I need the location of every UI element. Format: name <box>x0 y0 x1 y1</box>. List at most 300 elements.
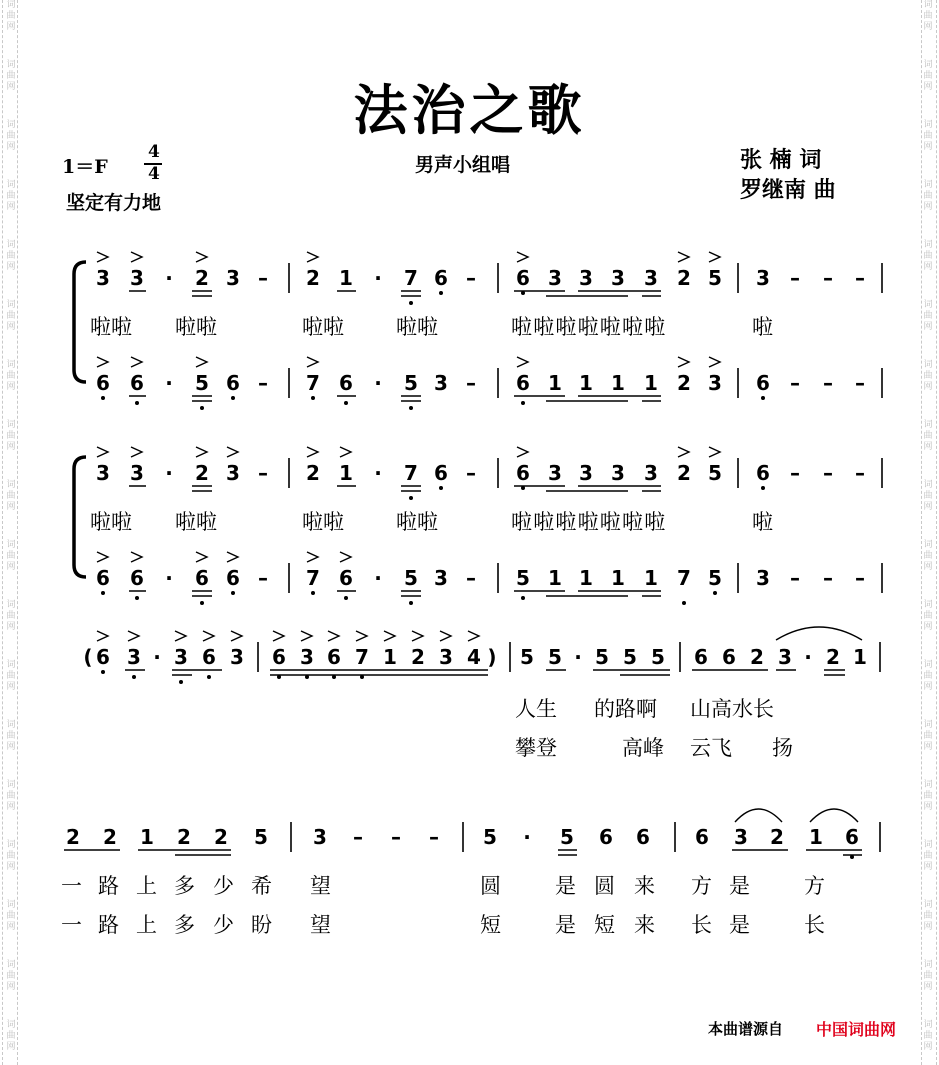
lyric-sys2-b: 啦啦 <box>175 510 217 534</box>
sys2-lower-note: 1 <box>611 566 625 590</box>
sys1-upper-note: · <box>374 266 382 290</box>
sys1-upper-note: 3 <box>96 266 110 290</box>
sys1-lower-low-dot <box>409 406 413 410</box>
sys2-upper-low-dot <box>409 496 413 500</box>
line3-note: 5 <box>548 645 562 669</box>
sys1-upper-note: 3 <box>579 266 593 290</box>
watermark-glyph: 词 曲 网 <box>6 1020 16 1052</box>
sys2-upper-note: 2 <box>306 461 320 485</box>
time-signature-bottom: 4 <box>148 164 160 184</box>
line3-note: 5 <box>595 645 609 669</box>
sys2-lower-accent <box>227 552 238 562</box>
sys2-lower-accent <box>196 552 207 562</box>
sys2-lower-low-dot <box>135 596 139 600</box>
lyric-line4-verse2-char: 短 <box>594 913 615 937</box>
key-signature: 1＝F <box>62 156 108 178</box>
watermark-glyph: 词 曲 网 <box>6 120 16 152</box>
sys2-lower-note: 5 <box>404 566 418 590</box>
sys1-upper-note: 1 <box>339 266 353 290</box>
sys2-upper-accent <box>97 447 108 457</box>
line4-note: 6 <box>845 825 859 849</box>
sys2-upper-note: 3 <box>611 461 625 485</box>
line3-close-paren: ) <box>487 645 497 669</box>
sys1-lower-accent <box>678 357 689 367</box>
lyric-sys2-d: 啦啦 <box>396 510 438 534</box>
line3-note: 6 <box>272 645 286 669</box>
sys2-lower-note: – <box>466 566 476 590</box>
lyric-line4-verse2-char: 少 <box>213 913 234 937</box>
line3-accent <box>356 631 367 641</box>
line4-slur <box>810 809 858 822</box>
sys1-lower-note: 6 <box>516 371 530 395</box>
lyric-line4-verse2-char: 上 <box>136 913 157 937</box>
sys1-upper-note: – <box>258 266 268 290</box>
lyric-sys1-a: 啦啦 <box>90 315 132 339</box>
line3-note: 5 <box>651 645 665 669</box>
line3-accent <box>273 631 284 641</box>
sys2-lower-low-dot <box>344 596 348 600</box>
line3-note: 2 <box>411 645 425 669</box>
sys2-upper-note: 7 <box>404 461 418 485</box>
sys1-lower-low-dot <box>521 401 525 405</box>
watermark-glyph: 词 曲 网 <box>6 720 16 752</box>
lyric-line4-verse2-char: 望 <box>310 913 331 937</box>
lyric-line4-verse2-char: 路 <box>98 913 119 937</box>
lyric-line4-verse2-char: 一 <box>61 913 82 937</box>
sys1-lower-accent <box>196 357 207 367</box>
line4-slur <box>735 809 782 822</box>
sys1-upper-note: · <box>165 266 173 290</box>
lyric-l3-v2-c: 云飞 <box>690 736 732 760</box>
watermark-glyph: 词 曲 网 <box>6 480 16 512</box>
sys2-upper-note: 6 <box>516 461 530 485</box>
line3-accent <box>301 631 312 641</box>
sys1-lower-low-dot <box>761 396 765 400</box>
sys2-lower-note: 6 <box>130 566 144 590</box>
line3-note: · <box>574 645 582 669</box>
line3-low-dot <box>207 675 211 679</box>
sys2-lower-note: – <box>823 566 833 590</box>
sys1-upper-note: 6 <box>516 266 530 290</box>
watermark-glyph: 词 曲 网 <box>6 960 16 992</box>
line4-note: 5 <box>560 825 574 849</box>
lyric-line4-verse1-char: 上 <box>136 874 157 898</box>
sys1-upper-note: – <box>790 266 800 290</box>
lyric-sys2-a: 啦啦 <box>90 510 132 534</box>
watermark-glyph: 词 曲 网 <box>6 600 16 632</box>
lyric-line4-verse2-char: 是 <box>729 913 750 937</box>
sys1-upper-note: 3 <box>226 266 240 290</box>
sys1-upper-note: 3 <box>130 266 144 290</box>
line3-accent <box>231 631 242 641</box>
line3-note: 2 <box>826 645 840 669</box>
line3-note: 3 <box>174 645 188 669</box>
sys2-lower-note: 5 <box>516 566 530 590</box>
sys2-lower-note: 7 <box>677 566 691 590</box>
sys1-upper-note: 2 <box>195 266 209 290</box>
sys2-lower-note: 1 <box>579 566 593 590</box>
line4-note: – <box>353 825 363 849</box>
sys2-upper-note: 3 <box>226 461 240 485</box>
line3-low-dot <box>132 675 136 679</box>
sys1-lower-note: – <box>823 371 833 395</box>
sys2-upper-note: – <box>823 461 833 485</box>
watermark-glyph: 词 曲 网 <box>923 480 933 512</box>
lyric-l3-v1-c: 山高水长 <box>690 697 774 721</box>
sys2-lower-accent <box>340 552 351 562</box>
lyric-line4-verse1-char: 多 <box>174 874 195 898</box>
sys2-upper-note: 3 <box>579 461 593 485</box>
sys2-lower-note: 6 <box>96 566 110 590</box>
sys2-upper-note: – <box>855 461 865 485</box>
line3-accent <box>412 631 423 641</box>
watermark-glyph: 词 曲 网 <box>6 840 16 872</box>
line3-open-paren: ( <box>83 645 93 669</box>
sys1-upper-note: – <box>823 266 833 290</box>
sys1-upper-low-dot <box>439 291 443 295</box>
sys2-upper-note: – <box>258 461 268 485</box>
sys2-upper-note: 1 <box>339 461 353 485</box>
lyricist-credit: 张 楠 词 <box>740 147 822 173</box>
line3-low-dot <box>179 680 183 684</box>
lyric-line4-verse1-char: 一 <box>61 874 82 898</box>
lyric-line4-verse2-char: 来 <box>634 913 655 937</box>
sys2-lower-note: · <box>374 566 382 590</box>
sys1-lower-note: 6 <box>130 371 144 395</box>
watermark-glyph: 词 曲 网 <box>923 360 933 392</box>
line3-accent <box>203 631 214 641</box>
line4-note: 2 <box>214 825 228 849</box>
sys1-lower-note: 1 <box>548 371 562 395</box>
line4-note: 5 <box>254 825 268 849</box>
lyric-line4-verse2-char: 盼 <box>251 913 272 937</box>
lyric-sys2-e: 啦啦啦啦啦啦啦 <box>511 510 667 534</box>
line3-note: 6 <box>96 645 110 669</box>
lyric-line4-verse1-char: 望 <box>310 874 331 898</box>
sys2-upper-accent <box>678 447 689 457</box>
sys1-lower-note: – <box>258 371 268 395</box>
sys1-lower-accent <box>517 357 528 367</box>
sys2-lower-note: 3 <box>434 566 448 590</box>
sys2-upper-accent <box>709 447 720 457</box>
line3-note: 6 <box>694 645 708 669</box>
lyric-line4-verse2-char: 多 <box>174 913 195 937</box>
lyric-sys1-e: 啦啦啦啦啦啦啦 <box>511 315 667 339</box>
sys1-upper-low-dot <box>409 301 413 305</box>
line3-note: 3 <box>300 645 314 669</box>
line3-note: 6 <box>327 645 341 669</box>
sys1-upper-accent <box>97 252 108 262</box>
watermark-glyph: 词 曲 网 <box>923 540 933 572</box>
performance-note: 男声小组唱 <box>415 154 511 176</box>
sys1-lower-accent <box>307 357 318 367</box>
line3-accent <box>440 631 451 641</box>
sys2-lower-accent <box>97 552 108 562</box>
sys1-lower-accent <box>709 357 720 367</box>
line3-accent <box>128 631 139 641</box>
sys2-upper-note: 3 <box>130 461 144 485</box>
sys1-lower-note: 6 <box>756 371 770 395</box>
sys1-upper-note: 5 <box>708 266 722 290</box>
lyric-sys2-c: 啦啦 <box>302 510 344 534</box>
line3-note: · <box>153 645 161 669</box>
watermark-glyph: 词 曲 网 <box>6 900 16 932</box>
sys2-lower-note: 6 <box>339 566 353 590</box>
sys2-upper-note: 6 <box>756 461 770 485</box>
sys2-upper-note: 2 <box>195 461 209 485</box>
line4-note: 5 <box>483 825 497 849</box>
watermark-glyph: 词 曲 网 <box>6 60 16 92</box>
sys2-lower-low-dot <box>682 601 686 605</box>
watermark-glyph: 词 曲 网 <box>923 60 933 92</box>
sys1-upper-note: 3 <box>644 266 658 290</box>
sys1-lower-note: 3 <box>708 371 722 395</box>
sys1-upper-accent <box>709 252 720 262</box>
sys1-upper-note: 2 <box>306 266 320 290</box>
line4-note: 2 <box>66 825 80 849</box>
sys1-lower-note: 6 <box>339 371 353 395</box>
sys2-upper-low-dot <box>439 486 443 490</box>
composer-credit: 罗继南 曲 <box>740 177 836 203</box>
watermark-glyph: 词 曲 网 <box>923 660 933 692</box>
watermark-glyph: 词 曲 网 <box>923 720 933 752</box>
lyric-line4-verse1-char: 来 <box>634 874 655 898</box>
sys2-lower-note: – <box>790 566 800 590</box>
line4-note: 6 <box>599 825 613 849</box>
lyric-line4-verse2-char: 是 <box>555 913 576 937</box>
lyric-sys1-d: 啦啦 <box>396 315 438 339</box>
line3-note: 7 <box>355 645 369 669</box>
lyric-line4-verse1-char: 路 <box>98 874 119 898</box>
sys2-upper-note: · <box>165 461 173 485</box>
sys1-lower-note: 5 <box>195 371 209 395</box>
sys1-upper-note: 3 <box>611 266 625 290</box>
sys2-upper-note: – <box>790 461 800 485</box>
sys1-lower-note: – <box>790 371 800 395</box>
sys2-upper-accent <box>196 447 207 457</box>
sys2-upper-note: 3 <box>644 461 658 485</box>
sys2-upper-note: 3 <box>548 461 562 485</box>
song-title: 法治之歌 <box>353 78 586 142</box>
sys1-lower-note: 5 <box>404 371 418 395</box>
sys1-lower-note: 6 <box>226 371 240 395</box>
watermark-glyph: 词 曲 网 <box>6 660 16 692</box>
watermark-glyph: 词 曲 网 <box>6 420 16 452</box>
line4-note: 2 <box>103 825 117 849</box>
watermark-glyph: 词 曲 网 <box>6 780 16 812</box>
lyric-line4-verse1-char: 圆 <box>594 874 615 898</box>
sys2-lower-note: 1 <box>548 566 562 590</box>
sys2-upper-note: 5 <box>708 461 722 485</box>
sys2-lower-note: 3 <box>756 566 770 590</box>
line3-note: 3 <box>439 645 453 669</box>
sys2-lower-low-dot <box>521 596 525 600</box>
sys2-lower-note: – <box>855 566 865 590</box>
line4-note: 1 <box>140 825 154 849</box>
sys2-lower-note: 6 <box>226 566 240 590</box>
lyric-l3-v2-b: 高峰 <box>622 736 664 760</box>
sys2-upper-accent <box>340 447 351 457</box>
watermark-glyph: 词 曲 网 <box>923 0 933 32</box>
line3-accent <box>468 631 479 641</box>
sys1-upper-accent <box>307 252 318 262</box>
sys2-lower-accent <box>131 552 142 562</box>
sys1-lower-note: 7 <box>306 371 320 395</box>
sys1-lower-accent <box>97 357 108 367</box>
line3-accent <box>328 631 339 641</box>
sys2-upper-note: 3 <box>96 461 110 485</box>
sys1-lower-low-dot <box>311 396 315 400</box>
watermark-glyph: 词 曲 网 <box>923 960 933 992</box>
watermark-glyph: 词 曲 网 <box>6 360 16 392</box>
line3-accent <box>175 631 186 641</box>
sys1-upper-note: 2 <box>677 266 691 290</box>
lyric-line4-verse1-char: 方 <box>804 874 825 898</box>
watermark-glyph: 词 曲 网 <box>6 240 16 272</box>
sys1-lower-note: 6 <box>96 371 110 395</box>
sys2-upper-note: – <box>466 461 476 485</box>
sys1-upper-accent <box>196 252 207 262</box>
sys1-upper-note: 3 <box>756 266 770 290</box>
sys1-lower-low-dot <box>135 401 139 405</box>
sys2-upper-low-dot <box>761 486 765 490</box>
line3-note: 5 <box>520 645 534 669</box>
watermark-glyph: 词 曲 网 <box>923 120 933 152</box>
sys1-lower-low-dot <box>101 396 105 400</box>
line3-note: 5 <box>623 645 637 669</box>
sys1-lower-low-dot <box>231 396 235 400</box>
line4-note: – <box>391 825 401 849</box>
lyric-line4-verse1-char: 少 <box>213 874 234 898</box>
sys1-upper-accent <box>678 252 689 262</box>
sys2-lower-accent <box>307 552 318 562</box>
sys1-upper-accent <box>517 252 528 262</box>
lyric-l3-v1-a: 人生 <box>515 697 557 721</box>
watermark-glyph: 词 曲 网 <box>923 1020 933 1052</box>
sys2-upper-note: 6 <box>434 461 448 485</box>
lyric-l3-v2-a: 攀登 <box>515 736 557 760</box>
sys2-upper-note: · <box>374 461 382 485</box>
line3-slur <box>776 627 862 640</box>
line3-note: 6 <box>722 645 736 669</box>
sys1-lower-accent <box>131 357 142 367</box>
sys2-lower-low-dot <box>101 591 105 595</box>
lyric-sys1-f: 啦 <box>752 315 773 339</box>
lyric-line4-verse2-char: 短 <box>480 913 501 937</box>
sys1-upper-note: 6 <box>434 266 448 290</box>
sys2-bracket <box>74 457 86 577</box>
lyric-sys2-f: 啦 <box>752 510 773 534</box>
sys2-lower-low-dot <box>713 591 717 595</box>
sys2-lower-low-dot <box>311 591 315 595</box>
tempo-marking: 坚定有力地 <box>66 192 162 214</box>
sys1-upper-accent <box>131 252 142 262</box>
line3-accent <box>97 631 108 641</box>
lyric-line4-verse1-char: 圆 <box>480 874 501 898</box>
watermark-glyph: 词 曲 网 <box>923 180 933 212</box>
lyric-line4-verse1-char: 是 <box>729 874 750 898</box>
lyric-sys1-b: 啦啦 <box>175 315 217 339</box>
line4-note: 6 <box>636 825 650 849</box>
sys1-lower-note: – <box>466 371 476 395</box>
sys1-lower-note: 1 <box>611 371 625 395</box>
sys1-lower-note: 1 <box>644 371 658 395</box>
sys2-upper-accent <box>517 447 528 457</box>
line4-note: 3 <box>313 825 327 849</box>
sys2-lower-note: 6 <box>195 566 209 590</box>
line3-note: 2 <box>750 645 764 669</box>
sys1-upper-note: – <box>855 266 865 290</box>
sys1-upper-note: – <box>466 266 476 290</box>
watermark-glyph: 词 曲 网 <box>923 840 933 872</box>
sys1-lower-note: · <box>165 371 173 395</box>
lyric-line4-verse2-char: 长 <box>804 913 825 937</box>
line3-note: 4 <box>467 645 481 669</box>
lyric-l3-v2-d: 扬 <box>772 736 793 760</box>
sys2-upper-accent <box>131 447 142 457</box>
line4-note: 3 <box>734 825 748 849</box>
sys1-upper-note: 7 <box>404 266 418 290</box>
watermark-glyph: 词 曲 网 <box>923 780 933 812</box>
sys1-lower-low-dot <box>344 401 348 405</box>
line3-low-dot <box>101 670 105 674</box>
time-signature-top: 4 <box>148 142 160 162</box>
line4-note: 2 <box>770 825 784 849</box>
line3-note: 1 <box>383 645 397 669</box>
sys2-lower-note: 5 <box>708 566 722 590</box>
line4-note: 1 <box>809 825 823 849</box>
watermark-glyph: 词 曲 网 <box>6 0 16 32</box>
sys2-upper-accent <box>307 447 318 457</box>
sys1-upper-note: 3 <box>548 266 562 290</box>
sys2-upper-accent <box>227 447 238 457</box>
sys1-lower-low-dot <box>200 406 204 410</box>
line4-note: – <box>429 825 439 849</box>
lyric-line4-verse1-char: 方 <box>691 874 712 898</box>
sys2-lower-note: 1 <box>644 566 658 590</box>
sys1-lower-note: 1 <box>579 371 593 395</box>
line4-note: 2 <box>177 825 191 849</box>
sys1-lower-note: – <box>855 371 865 395</box>
watermark-glyph: 词 曲 网 <box>923 240 933 272</box>
sys2-lower-note: – <box>258 566 268 590</box>
sys1-lower-note: 3 <box>434 371 448 395</box>
sys2-lower-low-dot <box>200 601 204 605</box>
watermark-glyph: 词 曲 网 <box>6 180 16 212</box>
watermark-glyph: 词 曲 网 <box>923 420 933 452</box>
watermark-glyph: 词 曲 网 <box>6 300 16 332</box>
source-site-link[interactable]: 中国词曲网 <box>816 1020 897 1039</box>
sys2-lower-note: · <box>165 566 173 590</box>
watermark-glyph: 词 曲 网 <box>923 300 933 332</box>
line3-note: 6 <box>202 645 216 669</box>
sys1-bracket <box>74 262 86 382</box>
line3-note: 3 <box>127 645 141 669</box>
sys1-lower-note: 2 <box>677 371 691 395</box>
line3-accent <box>384 631 395 641</box>
line3-note: 1 <box>853 645 867 669</box>
line3-note: 3 <box>230 645 244 669</box>
line4-note: 6 <box>695 825 709 849</box>
sys2-lower-note: 7 <box>306 566 320 590</box>
sys1-lower-note: · <box>374 371 382 395</box>
sys2-lower-low-dot <box>409 601 413 605</box>
lyric-sys1-c: 啦啦 <box>302 315 344 339</box>
lyric-line4-verse1-char: 希 <box>251 874 272 898</box>
lyric-line4-verse1-char: 是 <box>555 874 576 898</box>
line3-note: · <box>804 645 812 669</box>
line4-note: · <box>523 825 531 849</box>
